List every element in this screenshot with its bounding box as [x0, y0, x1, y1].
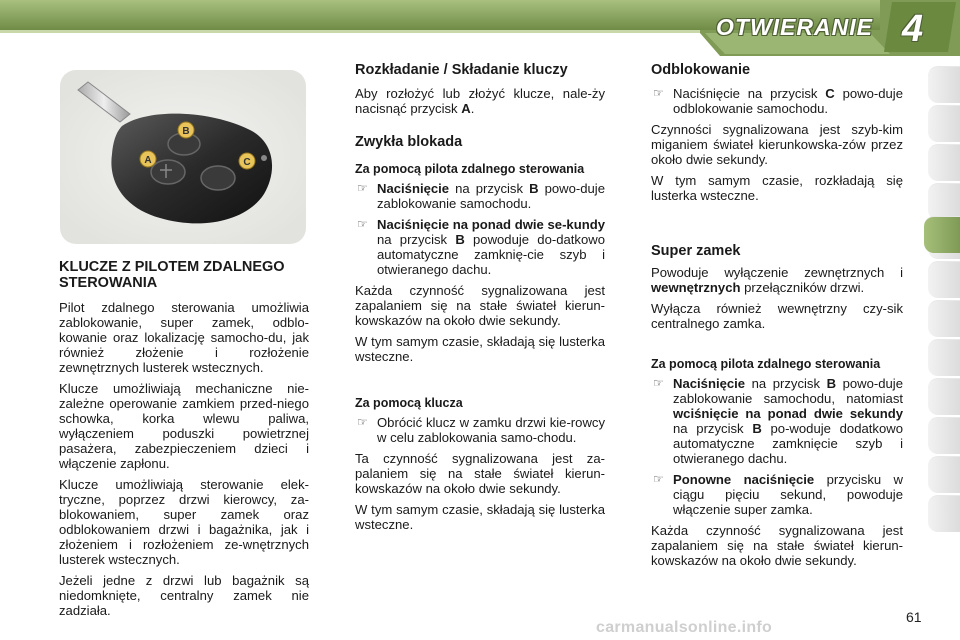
subheading-key: Za pomocą klucza [355, 396, 463, 410]
paragraph: Aby rozłożyć lub złożyć klucze, nale-ży nacisnąć przycisk A. [355, 86, 605, 116]
chapter-tab[interactable] [928, 66, 960, 103]
list-item: ☞ Naciśnięcie na przycisk B powo-duje zablokowanie samochodu, natomiast wciśnięcie na ponad dwie sekundy na przycisk B po-woduje dodatkowo automatyczne zamknięcie szyb i otwieranego dachu. [653, 376, 903, 466]
list-item: ☞ Naciśnięcie na przycisk B powo-duje zablokowanie samochodu. [357, 181, 605, 211]
pointing-hand-icon: ☞ [653, 86, 664, 100]
list-item: ☞ Obrócić klucz w zamku drzwi kie-rowcy w celu zablokowania samo-chodu. [357, 415, 605, 445]
chapter-number: 4 [902, 8, 924, 50]
key-label-b [178, 122, 194, 138]
paragraph: Powoduje wyłączenie zewnętrznych i wewnętrznych przełączników drzwi. [651, 265, 903, 295]
paragraph: Pilot zdalnego sterowania umożliwia zablokowanie, super zamek, odblo-kowanie oraz lokalizację samocho-du, jak również złożenie i rozłożenie zewnętrznych lusterek wstecznych. [59, 300, 309, 375]
pointing-hand-icon: ☞ [653, 472, 664, 486]
page-header [0, 0, 960, 56]
svg-text:A: A [144, 155, 152, 166]
paragraph: Jeżeli jedne z drzwi lub bagażnik są niedomknięte, centralny zamek nie zadziała. [59, 573, 309, 618]
column-locking [355, 62, 605, 538]
chapter-title: OTWIERANIE [716, 14, 873, 40]
list-item: ☞ Naciśnięcie na przycisk C powo-duje odblokowanie samochodu. [653, 86, 903, 116]
paragraph: Ta czynność sygnalizowana jest za-palaniem się na stałe świateł kierun-kowskazów na około dwie sekundy. [355, 451, 605, 496]
column-keys [59, 259, 309, 624]
chapter-tab[interactable] [928, 144, 960, 181]
key-label-a [140, 151, 156, 167]
list-item: ☞ Naciśnięcie na ponad dwie se-kundy na przycisk B powoduje do-datkowo automatyczne zamknię-cie szyb i otwieranego dachu. [357, 217, 605, 277]
paragraph: Wyłącza również wewnętrzny czy-sik centralnego zamka. [651, 301, 903, 331]
paragraph: W tym samym czasie, rozkładają się lusterka wsteczne. [651, 173, 903, 203]
key-label-c [239, 153, 255, 169]
button-ref: A [461, 101, 471, 116]
svg-text:B: B [182, 126, 190, 137]
paragraph: Czynności sygnalizowana jest szyb-kim miganiem świateł kierunkowska-zów przez około dwie sekundy. [651, 122, 903, 167]
section-heading-fold: Rozkładanie / Składanie kluczy [355, 62, 568, 78]
section-heading-unlock: Odblokowanie [651, 62, 751, 78]
chapter-tab[interactable] [928, 183, 960, 220]
section-heading-lock: Zwykła blokada [355, 134, 463, 150]
section-heading-super-lock: Super zamek [651, 243, 741, 259]
svg-text:C: C [243, 157, 251, 168]
chapter-tab[interactable] [928, 339, 960, 376]
paragraph: Każda czynność sygnalizowana jest zapalaniem się na stałe świateł kierun-kowskazów na około dwie sekundy. [355, 283, 605, 328]
page-number: 61 [906, 609, 922, 625]
watermark: carmanualsonline.info [596, 619, 773, 636]
paragraph: Każda czynność sygnalizowana jest zapalaniem się na stałe świateł kierun-kowskazów na około dwie sekundy. [651, 523, 903, 568]
pointing-hand-icon: ☞ [357, 415, 368, 429]
chapter-tab[interactable] [928, 105, 960, 142]
chapter-tab[interactable] [928, 378, 960, 415]
chapter-tab-active[interactable] [924, 216, 960, 253]
chapter-tab[interactable] [928, 300, 960, 337]
section-heading-keys: KLUCZE Z PILOTEM ZDALNEGO STEROWANIA [59, 259, 285, 291]
chapter-tab[interactable] [928, 495, 960, 532]
pointing-hand-icon: ☞ [357, 217, 368, 231]
paragraph: W tym samym czasie, składają się lusterka wsteczne. [355, 334, 605, 364]
pointing-hand-icon: ☞ [357, 181, 368, 195]
paragraph: W tym samym czasie, składają się lusterka wsteczne. [355, 502, 605, 532]
column-unlocking [651, 62, 903, 574]
subheading-remote: Za pomocą pilota zdalnego sterowania [651, 357, 881, 371]
chapter-tab[interactable] [928, 456, 960, 493]
paragraph: Klucze umożliwiają mechaniczne nie-zależne operowanie zamkiem przed-niego schowka, korka wlewu paliwa, wyłączeniem poduszki powietrznej pasażera, zabezpieczeniem dzieci i włączenie zapłonu. [59, 381, 309, 471]
remote-key-illustration [60, 70, 306, 244]
subheading-remote: Za pomocą pilota zdalnego sterowania [355, 162, 585, 176]
list-item: ☞ Ponowne naciśnięcie przycisku w ciągu pięciu sekund, powoduje włączenie super zamka. [653, 472, 903, 517]
paragraph: Klucze umożliwiają sterowanie elek-tryczne, poprzez drzwi kierowcy, za-blokowaniem, super zamek oraz odblokowaniem drzwi i bagażnika, jak i złożeniem i rozłożeniem ze-wnętrznych lusterek wstecznych. [59, 477, 309, 567]
chapter-tab[interactable] [928, 261, 960, 298]
pointing-hand-icon: ☞ [653, 376, 664, 390]
chapter-tab[interactable] [928, 417, 960, 454]
chapter-tabs [928, 66, 960, 534]
